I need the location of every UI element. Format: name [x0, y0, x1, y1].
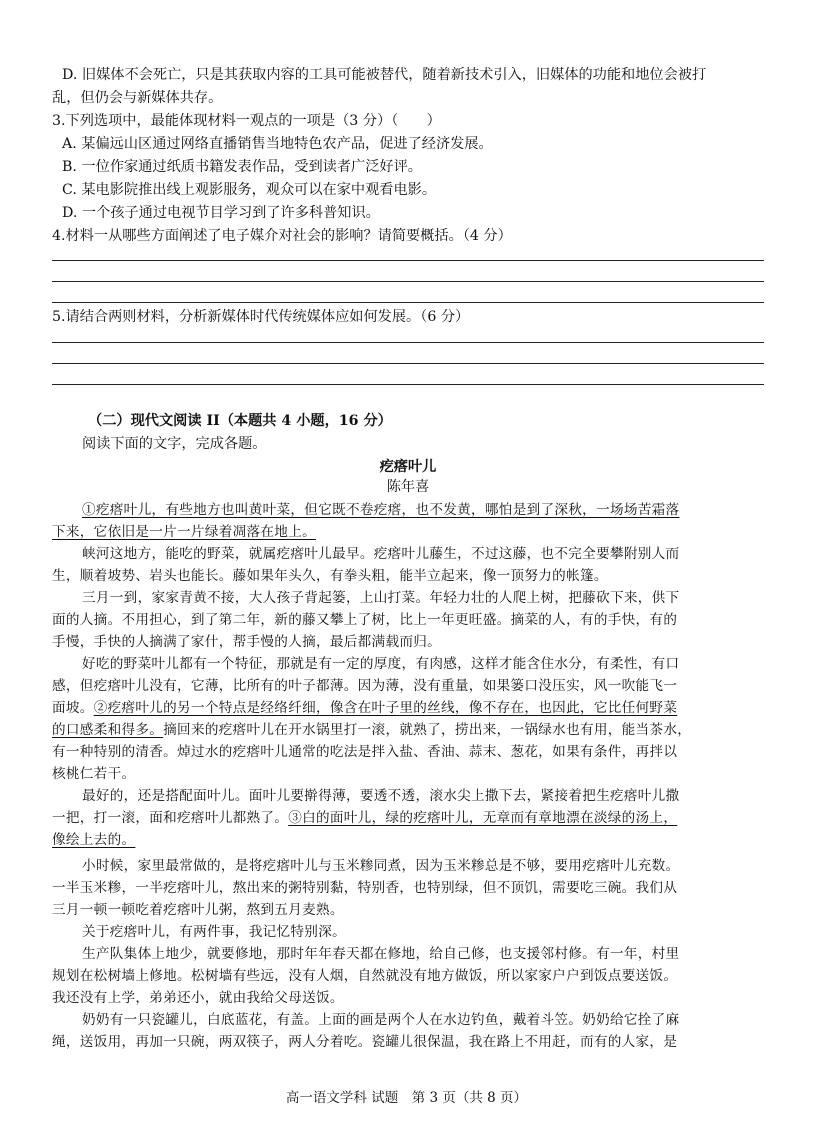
underlined-sentence-1-end: 下来，它依旧是一片一片绿着凋落在地上。 [52, 524, 316, 540]
q2-option-d-line1: D. 旧媒体不会死亡，只是其获取内容的工具可能被替代，随着新技术引入，旧媒体的功能和地位会被打 [62, 67, 707, 83]
answer-line [52, 363, 764, 364]
paragraph-line: 最好的，还是搭配面叶儿。面叶儿要擀得薄，要透不透，滚水尖上撒下去，紧接着把生疙瘩叶儿撒 [82, 788, 680, 804]
paragraph-line: 感，但疙瘩叶儿没有，它薄，比所有的叶子都薄。因为薄，没有重量，如果篓口没压实，风一吹能飞一 [52, 678, 678, 694]
article-title: 疙瘩叶儿 [379, 459, 437, 475]
paragraph-line: 一半玉米糁，一半疙瘩叶儿，熬出来的粥特别黏，特别香，也特别绿，但不顶饥，需要吃三碗。我们从 [52, 880, 678, 896]
paragraph-line: 三月一到，家家青黄不接，大人孩子背起篓，上山打菜。年轻力壮的人爬上树，把藤砍下来，供下 [82, 590, 680, 606]
paragraph-line: 核桃仁若干。 [52, 766, 136, 782]
paragraph-line: 生产队集体上地少，就要修地，那时年年春天都在修地，给自己修，也支援邻村修。有一年，村里 [82, 946, 680, 962]
q3-option-b: B. 一位作家通过纸质书籍发表作品，受到读者广泛好评。 [62, 159, 422, 175]
q5-stem: 5.请结合两则材料，分析新媒体时代传统媒体应如何发展。（6 分） [52, 309, 470, 325]
paragraph-line: 面的人摘。不用担心，到了第二年，新的藤又攀上了树，比上一年更旺盛。摘菜的人，有的手快，有的 [52, 612, 678, 628]
paragraph-line: 手慢，手快的人摘满了家什，帮手慢的人摘，最后都满载而归。 [52, 634, 442, 650]
q4-stem: 4.材料一从哪些方面阐述了电子媒介对社会的影响？请简要概括。（4 分） [52, 228, 512, 244]
paragraph-line: 有一种特别的清香。焯过水的疙瘩叶儿通常的吃法是拌入盐、香油、蒜末、葱花，如果有条件，再拌以 [52, 744, 678, 760]
paragraph-text: 一把，打一滚，面和疙瘩叶儿都熟了。 [52, 810, 289, 826]
paragraph-line: 三月一顿一顿吃着疙瘩叶儿粥，熬到五月麦熟。 [52, 902, 344, 918]
paragraph-line: 生，顺着坡势、岩头也能长。藤如果年头久，有拳头粗，能半立起来，像一顶努力的帐篷。 [52, 568, 608, 584]
answer-line [52, 260, 764, 261]
answer-line [52, 384, 764, 385]
underlined-sentence-1: ①疙瘩叶儿，有些地方也叫黄叶菜，但它既不卷疙瘩，也不发黄，哪怕是到了深秋，一场场苦霜落 [82, 502, 680, 518]
q3-stem: 3.下列选项中，最能体现材料一观点的一项是（3 分）（ ） [52, 113, 441, 129]
paragraph-line: 奶奶有一只瓷罐儿，白底蓝花，有盖。上面的画是两个人在水边钓鱼，戴着斗笠。奶奶给它拴了麻 [82, 1012, 680, 1028]
paragraph-text: 摘回来的疙瘩叶儿在开水锅里打一滚，就熟了，捞出来，一锅绿水也有用，能当茶水， [163, 722, 692, 738]
article-author: 陈年喜 [386, 479, 430, 495]
underlined-sentence-2: ②疙瘩叶儿的另一个特点是经络纤细，像含在叶子里的丝线，像不存在，也因此，它比任何野菜 [93, 700, 678, 716]
page-footer: 高一语文学科 试题 第 3 页（共 8 页） [285, 1090, 528, 1106]
paragraph-line: 我还没有上学，弟弟还小，就由我给父母送饭。 [52, 990, 344, 1006]
underlined-sentence-3: ③白的面叶儿，绿的疙瘩叶儿，无章而有章地漂在淡绿的汤上， [288, 810, 678, 826]
paragraph-line: 规划在松树墙上修地。松树墙有些远，没有人烟，自然就没有地方做饭，所以家家户户到饭点要送饭。 [52, 968, 678, 984]
section-instruction: 阅读下面的文字，完成各题。 [82, 436, 267, 452]
underlined-sentence-2-end: 的口感柔和得多。 [52, 722, 164, 738]
q3-option-a: A. 某偏远山区通过网络直播销售当地特色农产品，促进了经济发展。 [62, 136, 493, 152]
paragraph-line: 峡河这地方，能吃的野菜，就属疙瘩叶儿最早。疙瘩叶儿藤生，不过这藤，也不完全要攀附别人而 [82, 546, 680, 562]
paragraph-line: 好吃的野菜叶儿都有一个特征，那就是有一定的厚度，有肉感，这样才能含住水分，有柔性，有口 [82, 656, 680, 672]
q3-option-d: D. 一个孩子通过电视节目学习到了许多科普知识。 [62, 205, 380, 221]
underlined-sentence-3-end: 像绘上去的。 [52, 832, 136, 848]
paragraph-line: 小时候，家里最常做的，是将疙瘩叶儿与玉米糁同煮，因为玉米糁总是不够，要用疙瘩叶儿充数。 [82, 858, 680, 874]
paragraph-text: 面坡。 [52, 700, 94, 716]
paragraph-line: 关于疙瘩叶儿，有两件事，我记忆特别深。 [82, 924, 346, 940]
answer-line [52, 302, 764, 303]
paragraph-line: 绳，送饭用，再加一只碗，两双筷子，两人分着吃。瓷罐儿很保温，我在路上不用赶，而有的人家，是 [52, 1034, 678, 1050]
answer-line [52, 281, 764, 282]
q3-option-c: C. 某电影院推出线上观影服务，观众可以在家中观看电影。 [62, 182, 437, 198]
q2-option-d-line2: 乱，但仍会与新媒体共存。 [52, 90, 223, 106]
answer-line [52, 342, 764, 343]
section-heading: （二）现代文阅读 II（本题共 4 小题，16 分） [88, 413, 392, 429]
